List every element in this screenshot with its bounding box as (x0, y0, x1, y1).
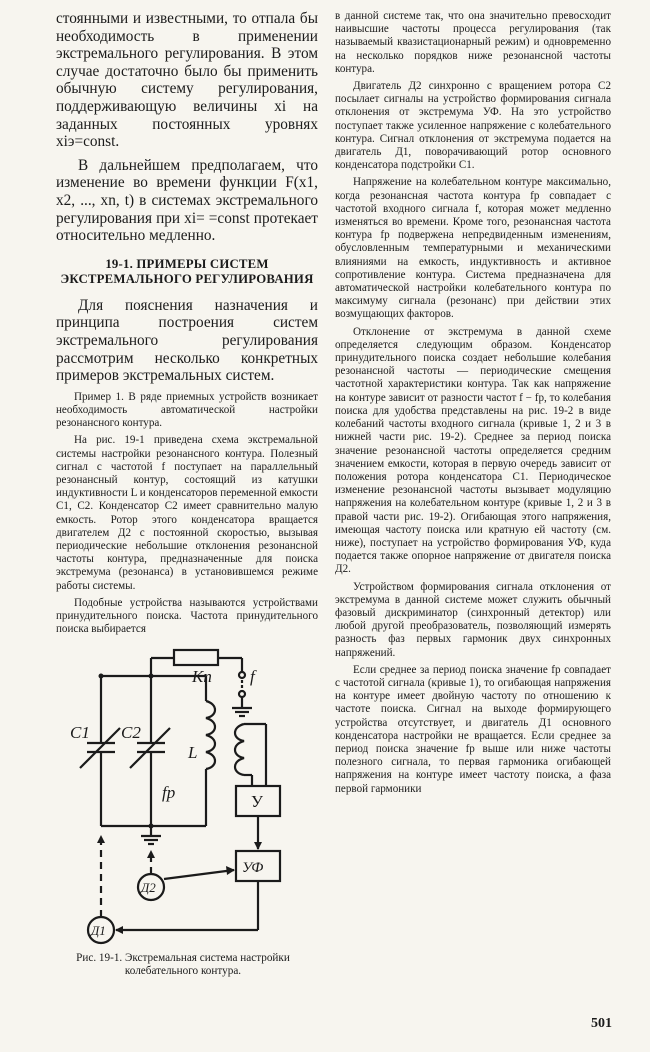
page-number: 501 (591, 1016, 612, 1031)
paragraph-example-1: Пример 1. В ряде приемных устройств возникает необходимость автоматической настройки резонансного контура. (56, 390, 318, 430)
arrow-d2-to-uf (226, 866, 235, 875)
right-column (335, 10, 611, 796)
left-column (56, 10, 318, 978)
label-d1: Д1 (91, 923, 106, 939)
coupling-coil (235, 724, 244, 775)
input-terminal (239, 672, 245, 678)
kp-resistor (174, 650, 218, 665)
l-inductor (206, 701, 215, 769)
section-title: 19-1. ПРИМЕРЫ СИСТЕМ ЭКСТРЕМАЛЬНОГО РЕГУЛИРОВАНИЯ (60, 256, 314, 286)
label-l: L (188, 743, 198, 763)
paragraph-search-frequency: в данной системе так, что она значительно превосходит наивысшие частоты процесса регулирования (так называемый квазистационарный режим) и одновременно на несколько порядков ниже резонансной частоты контура. (335, 10, 611, 75)
paragraph-average: Если среднее за период поиска значение fр совпадает с частотой сигнала (кривые 1), то огибающая напряжения на контуре имеет двойную частоту по отношению к частоте поиска. Сигнал на выходе формирующего устройства отсутствует, и двигатель Д1 основного конденсатора настройки не вращается. Если среднее за период поиска значение fр выше или ниже частоты полезного сигнала, то первая гармоника огибающей напряжения на контуре имеет частоту поиска, а фаза первой гармоники (335, 663, 611, 795)
label-uf: УФ (242, 860, 264, 877)
arrow-d2-shaft (147, 850, 155, 858)
label-f: f (250, 667, 255, 687)
label-c1: C1 (70, 723, 90, 743)
paragraph-discriminator: Устройством формирования сигнала отклонения от экстремума в данной системе может служить обычный фазовый дискриминатор (синхронный детектор) или любой другой преобразователь, позволяющий измерять разность фаз первых гармоник двух синхронных напряжений. (335, 580, 611, 659)
paragraph-assumption: В дальнейшем предполагаем, что изменение во времени функции F(x1, x2, ..., xn, t) в системах экстремального регулирования при xi= =const протекает относительно медленно. (56, 156, 318, 245)
figure-caption: Рис. 19-1. Экстремальная система настройки колебательного контура. (76, 952, 290, 978)
label-kp: Kп (192, 667, 212, 687)
paragraph-intro-end: стоянными и известными, то отпала бы необходимость в применении экстремального регулирования. В этом случае достаточно было бы применить обычную систему регулирования, поддерживающую величины xi на заданных постоянных уровнях xiэ=const. (56, 10, 318, 151)
label-amplifier: У (251, 792, 264, 812)
paragraph-figure-description: На рис. 19-1 приведена схема экстремальной системы настройки резонансного контура. Полезный сигнал с частотой f поступает на параллельный резонансный контур, состоящий из катушки индуктивности L и конденсаторов переменной емкости C1, C2. Конденсатор C2 имеет сравнительно малую емкость. Ротор этого конденсатора вращается двигателем Д2 с постоянной скоростью, вызывая периодические небольшие отклонения резонансной частоты контура, предназначенные для поиска экстремума (резонанса) в установившемся режиме работы системы. (56, 434, 318, 592)
paragraph-deviation: Отклонение от экстремума в данной схеме определяется следующим образом. Конденсатор принудительного поиска создает небольшие колебания резонансной частоты — периодические смещения частотной характеристики контура. Так как напряжение на контуре зависит от разности частот f − fр, то колебания поиска для удобства представлены на рис. 19-2 в виде колебаний частоты входного сигнала (кривые 1, 2 и 3 в нижней части рис. 19-2). Среднее за период поиска значение резонансной частоты определяется средним значением емкости, которая в первую очередь зависит от положения ротора конденсатора C1. Периодическое изменение резонансной частоты вызывает модуляцию напряжения на колебательном контуре (кривые 1, 2 и 3 в правой части рис. 19-2). Огибающая этого напряжения, имеющая частоту поиска или кратную ей частоту (см. ниже), поступает на устройство формирования УФ, куда подается также опорное напряжение от двигателя поиска Д2. (335, 325, 611, 576)
arrow-d1-shaft (97, 835, 105, 843)
arrow-uf-to-d1 (115, 926, 123, 934)
label-d2: Д2 (141, 880, 156, 896)
circuit-diagram (56, 646, 318, 946)
paragraph-forced-search: Подобные устройства называются устройствами принудительного поиска. Частота принудительного поиска выбирается (56, 596, 318, 636)
paragraph-purpose: Для пояснения назначения и принципа построения систем экстремального регулирования рассмотрим несколько конкретных примеров экстремальных систем. (56, 296, 318, 385)
arrow-amp-to-uf (254, 842, 262, 850)
figure-19-1 (56, 646, 318, 946)
label-fp: fр (162, 783, 176, 803)
paragraph-resonance: Напряжение на колебательном контуре максимально, когда резонансная частота контура fр совпадает с частотой входного сигнала f, которая может медленно изменяться во времени. Кроме того, резонансная частота контура fр подвержена непредвиденным изменениям, обусловленным температурными и механическими влияниями на емкость, индуктивность и активное сопротивление контура. Система предназначена для автоматической настройки колебательного контура по максимуму сигнала (резонанс) при действии этих возмущающих факторов. (335, 176, 611, 321)
paragraph-motor-d2: Двигатель Д2 синхронно с вращением ротора C2 посылает сигналы на устройство формирования сигнала отклонения от экстремума УФ. На это устройство поступает также усиленное напряжение с колебательного контура. Сигнал отклонения от экстремума подается на двигатель Д1, поворачивающий ротор основного конденсатора подстройки C1. (335, 80, 611, 172)
label-c2: C2 (121, 723, 141, 743)
